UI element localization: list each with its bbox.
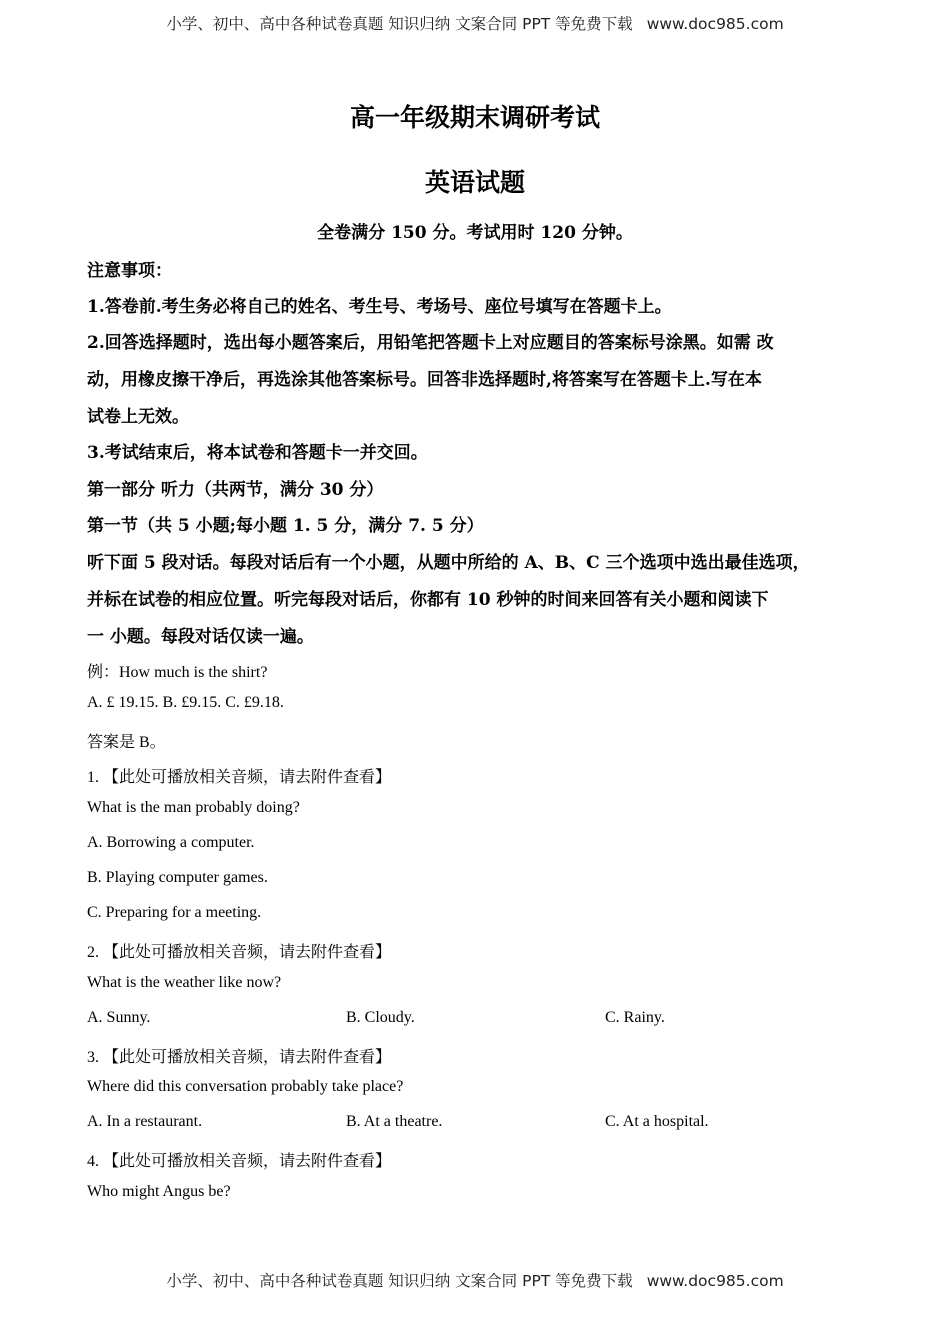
question-1-option-c: C. Preparing for a meeting. bbox=[87, 904, 262, 921]
footer-text: 小学、初中、高中各种试卷真题 知识归纳 文案合同 PPT 等免费下载 bbox=[166, 1272, 633, 1290]
question-4-label: 4. 【此处可播放相关音频，请去附件查看】 bbox=[87, 1153, 392, 1170]
subject-title: 英语试题 bbox=[424, 168, 525, 197]
question-3-option-b: B. At a theatre. bbox=[346, 1113, 443, 1130]
question-2-option-c: C. Rainy. bbox=[605, 1009, 665, 1026]
question-3-text: Where did this conversation probably take place? bbox=[87, 1078, 404, 1095]
notes-heading: 注意事项： bbox=[87, 261, 172, 281]
question-2-label: 2. 【此处可播放相关音频，请去附件查看】 bbox=[87, 944, 392, 961]
part1-heading: 第一部分 听力（共两节，满分 30 分） bbox=[87, 480, 384, 500]
question-1-option-a: A. Borrowing a computer. bbox=[87, 834, 255, 851]
header-url[interactable]: www.doc985.com bbox=[646, 15, 784, 33]
header-text: 小学、初中、高中各种试卷真题 知识归纳 文案合同 PPT 等免费下载 bbox=[166, 15, 633, 33]
section1-heading: 第一节（共 5 小题;每小题 1. 5 分，满分 7. 5 分） bbox=[87, 516, 484, 536]
question-1-label: 1. 【此处可播放相关音频，请去附件查看】 bbox=[87, 769, 392, 786]
note-item-2-line-2: 动，用橡皮擦干净后，再选涂其他答案标号。回答非选择题时,将答案写在答题卡上.写在本 bbox=[87, 370, 762, 390]
example-question: 例：How much is the shirt? bbox=[87, 664, 268, 681]
question-2-option-a: A. Sunny. bbox=[87, 1009, 151, 1026]
question-3-option-a: A. In a restaurant. bbox=[87, 1113, 203, 1130]
note-item-3: 3.考试结束后，将本试卷和答题卡一并交回。 bbox=[87, 443, 428, 463]
question-3-label: 3. 【此处可播放相关音频，请去附件查看】 bbox=[87, 1049, 392, 1066]
page-header bbox=[0, 12, 950, 34]
example-answer: 答案是 B。 bbox=[87, 734, 166, 751]
question-1-option-b: B. Playing computer games. bbox=[87, 869, 268, 886]
page-footer bbox=[0, 1269, 950, 1291]
footer-url[interactable]: www.doc985.com bbox=[646, 1272, 784, 1290]
question-2-text: What is the weather like now? bbox=[87, 974, 282, 991]
note-item-1: 1.答卷前.考生务必将自己的姓名、考生号、考场号、座位号填写在答题卡上。 bbox=[87, 297, 672, 317]
instructions-line-2: 并标在试卷的相应位置。听完每段对话后，你都有 10 秒钟的时间来回答有关小题和阅读下 bbox=[87, 590, 769, 610]
example-options: A. £ 19.15. B. £9.15. C. £9.18. bbox=[87, 694, 284, 711]
question-3-option-c: C. At a hospital. bbox=[605, 1113, 709, 1130]
exam-title: 高一年级期末调研考试 bbox=[349, 103, 600, 132]
note-item-2-line-1: 2.回答选择题时，选出每小题答案后，用铅笔把答题卡上对应题目的答案标号涂黑。如需 改 bbox=[87, 333, 774, 353]
question-2-option-b: B. Cloudy. bbox=[346, 1009, 415, 1026]
exam-subtitle: 全卷满分 150 分。考试用时 120 分钟。 bbox=[317, 223, 633, 243]
question-4-text: Who might Angus be? bbox=[87, 1183, 231, 1200]
note-item-2-line-3: 试卷上无效。 bbox=[87, 407, 189, 427]
instructions-line-3: 一 小题。每段对话仅读一遍。 bbox=[87, 627, 314, 647]
question-1-text: What is the man probably doing? bbox=[87, 799, 300, 816]
instructions-line-1: 听下面 5 段对话。每段对话后有一个小题，从题中所给的 A、B、C 三个选项中选出最佳选项， bbox=[87, 553, 810, 573]
